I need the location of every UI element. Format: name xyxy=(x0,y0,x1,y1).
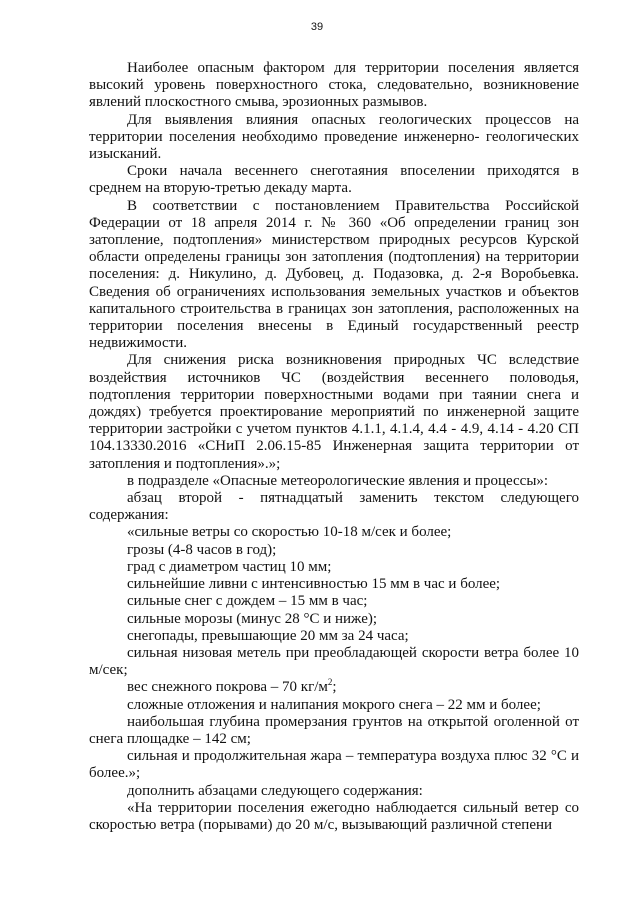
paragraph-wind-observation: «На территории поселения ежегодно наблюдается сильный ветер со скоростью ветра (порывами) до 20 м/с, вызывающий различной степени xyxy=(89,799,579,833)
paragraph-replace-text: абзац второй - пятнадцатый заменить текстом следующего содержания: xyxy=(89,490,579,524)
list-item-wet-snow: сложные отложения и налипания мокрого снега – 22 мм и более; xyxy=(127,696,541,713)
list-item-hail: град с диаметром частиц 10 мм; xyxy=(127,558,332,575)
list-item-frost-depth: наибольшая глубина промерзания грунтов на открытой оголенной от снега площадке – 142 см; xyxy=(89,713,579,747)
list-item-thunderstorms: грозы (4-8 часов в год); xyxy=(127,541,277,558)
paragraph-geological-surveys: Для выявления влияния опасных геологических процессов на территории поселения необходимо проведение инженерно- геологических изысканий. xyxy=(89,111,579,163)
body-text xyxy=(89,60,579,834)
list-item-blizzard: сильная низовая метель при преобладающей скорости ветра более 10 м/сек; xyxy=(89,644,579,679)
paragraph-risk-reduction: Для снижения риска возникновения природных ЧС вследствие воздействия источников ЧС (воздействия весеннего половодья, подтопления территории поверхностными водами при таянии снега и дождях) требуется проектирование мероприятий по инженерной защите территории застройки с учетом пунктов 4.1.1, 4.1.4, 4.4 - 4.9, 4.14 - 4.20 СП 104.13330.2016 «СНиП 2.06.15-85 Инженерная защита территории от затопления и подтопления».»; xyxy=(89,352,579,472)
paragraph-add-paragraphs: дополнить абзацами следующего содержания: xyxy=(127,782,423,799)
list-item-heavy-rain: сильнейшие ливни с интенсивностью 15 мм в час и более; xyxy=(127,576,501,593)
list-item-snow-cover-weight xyxy=(89,679,579,696)
snow-cover-end: ; xyxy=(332,679,337,696)
list-item-snowfall: снегопады, превышающие 20 мм за 24 часа; xyxy=(127,627,409,644)
paragraph-surface-runoff: Наиболее опасным фактором для территории поселения является высокий уровень поверхностного стока, следовательно, возникновение явлений плоскостного смыва, эрозионных размывов. xyxy=(89,60,579,111)
paragraph-subsection-heading: в подразделе «Опасные метеорологические явления и процессы»: xyxy=(127,472,549,489)
list-item-frost: сильные морозы (минус 28 °С и ниже); xyxy=(127,610,378,627)
snow-cover-superscript: 2 xyxy=(327,677,333,688)
paragraph-flood-zones: В соответствии с постановлением Правительства Российской Федерации от 18 апреля 2014 г. № 360 «Об определении границ зон затопление, подтопления» министерством природных ресурсов Курской области определены границы зон затопления (подтопления) на территории поселения: д. Никулино, д. Дубовец, д. Подазовка, д. 2-я Воробьевка. Сведения об ограничениях использования земельных участков и объектов капитального строительства в границах зон затопления, расположенных на территории поселения внесены в Единый государственный реестр недвижимости. xyxy=(89,197,579,352)
snow-cover-text: вес снежного покрова – 70 кг/м xyxy=(127,679,328,696)
list-item-heat: сильная и продолжительная жара – температура воздуха плюс 32 °С и более.»; xyxy=(89,748,579,782)
page-number: 39 xyxy=(310,21,324,33)
paragraph-snowmelt-timing: Сроки начала весеннего снеготаяния впоселении приходятся в среднем на вторую-третью декаду марта. xyxy=(89,163,579,197)
list-item-snow-rain: сильные снег с дождем – 15 мм в час; xyxy=(127,593,368,610)
list-item-strong-winds: «сильные ветры со скоростью 10-18 м/сек и более; xyxy=(127,524,452,541)
